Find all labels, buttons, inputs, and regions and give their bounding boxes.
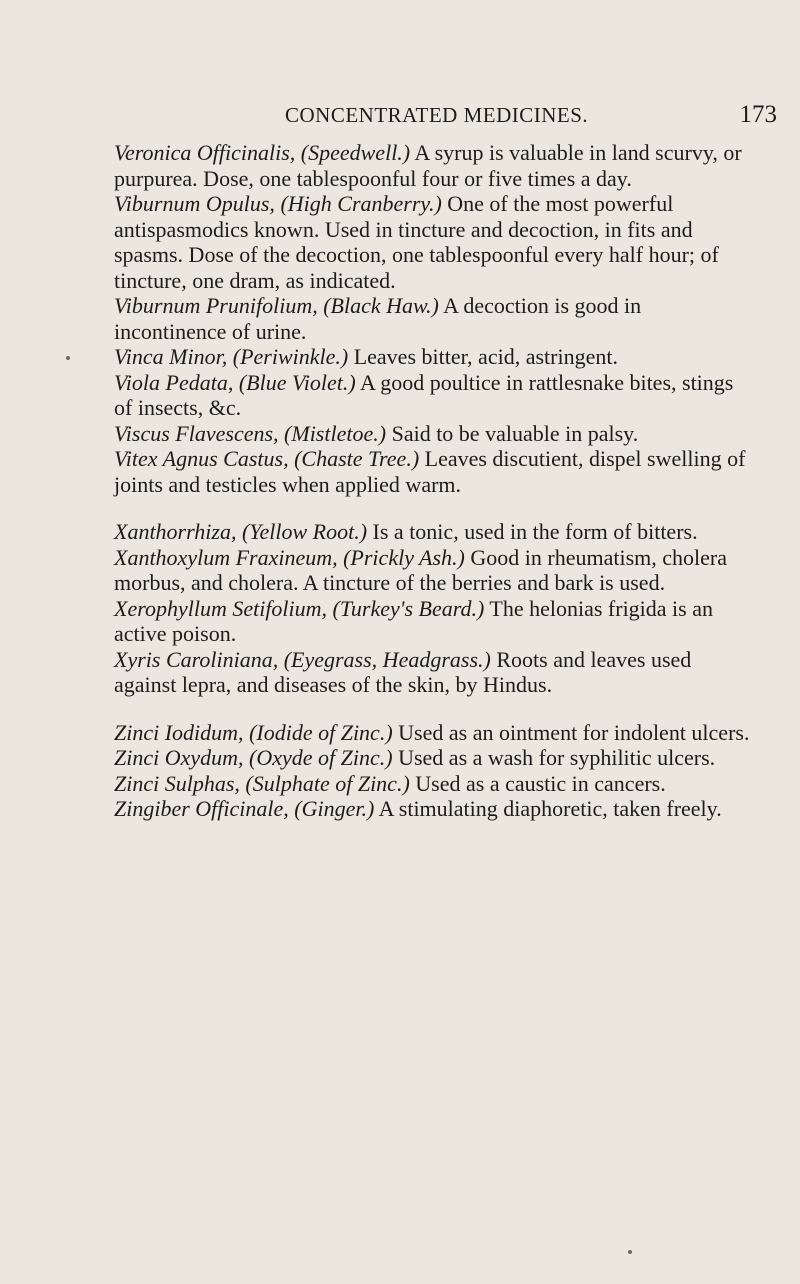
entry-text: Is a tonic, used in the form of bitters.	[367, 519, 698, 544]
entry-xanthoxylum	[114, 545, 754, 596]
common-name: (High Cranberry.)	[280, 191, 442, 216]
entry-xanthorrhiza	[114, 519, 754, 545]
entry-text: Used as a caustic in cancers.	[409, 770, 666, 796]
page-number: 173	[739, 101, 777, 128]
common-name: (Periwinkle.)	[232, 344, 349, 369]
latin-name: Vinca Minor,	[114, 344, 228, 369]
entry-vitex	[114, 446, 754, 497]
entry-viburnum-opulus	[114, 191, 754, 293]
latin-name: Zinci Sulphas,	[114, 770, 240, 796]
common-name: (Speedwell.)	[300, 140, 411, 165]
latin-name: Viola Pedata,	[114, 369, 234, 395]
entry-text: A good poultice in rattlesnake bites, stings of insects, &c.	[114, 369, 734, 420]
common-name: (Oxyde of Zinc.)	[249, 745, 393, 770]
entry-group-z	[114, 720, 754, 822]
entry-zinci-iodidum	[114, 720, 754, 746]
common-name: (Black Haw.)	[323, 293, 439, 318]
latin-name: Viburnum Opulus,	[114, 191, 275, 216]
latin-name: Veronica Officinalis,	[114, 140, 296, 165]
entry-zinci-sulphas	[114, 771, 754, 797]
entry-text: Leaves bitter, acid, astringent.	[348, 344, 618, 369]
common-name: (Prickly Ash.)	[343, 544, 465, 570]
latin-name: Xyris Caroliniana,	[114, 646, 279, 672]
entry-viburnum-prunifolium	[114, 293, 754, 344]
latin-name: Xanthoxylum Fraxineum,	[114, 544, 338, 570]
common-name: (Eyegrass, Headgrass.)	[283, 646, 491, 672]
latin-name: Viscus Flavescens,	[114, 420, 279, 446]
section-gap	[114, 698, 754, 720]
entry-text: The helonias frigida is an active poison.	[114, 595, 713, 646]
entry-zingiber	[114, 796, 754, 822]
common-name: (Chaste Tree.)	[294, 446, 420, 471]
latin-name: Xerophyllum Setifolium,	[114, 595, 328, 621]
print-speck	[66, 356, 70, 360]
common-name: (Yellow Root.)	[241, 519, 368, 544]
print-speck	[628, 1250, 632, 1254]
entry-text: Used as a wash for syphilitic ulcers.	[392, 745, 716, 770]
entry-text: Said to be valuable in palsy.	[386, 420, 639, 446]
entry-zinci-oxydum	[114, 745, 754, 771]
entry-veronica	[114, 140, 754, 191]
entry-text: Roots and leaves used against lepra, and diseases of the skin, by Hindus.	[114, 646, 692, 697]
latin-name: Xanthorrhiza,	[114, 519, 237, 544]
entry-xyris	[114, 647, 754, 698]
entry-viola	[114, 370, 754, 421]
latin-name: Zingiber Officinale,	[114, 796, 289, 821]
entry-xerophyllum	[114, 596, 754, 647]
entry-vinca	[114, 344, 754, 370]
page-body	[114, 140, 754, 822]
common-name: (Ginger.)	[294, 796, 375, 821]
latin-name: Zinci Oxydum,	[114, 745, 244, 770]
common-name: (Mistletoe.)	[284, 420, 387, 446]
entry-text: Leaves discutient, dispel swelling of joints and testicles when applied warm.	[114, 446, 746, 497]
entry-text: A stimulating diaphoretic, taken freely.	[374, 796, 722, 821]
latin-name: Zinci Iodidum,	[114, 719, 244, 745]
latin-name: Viburnum Prunifolium,	[114, 293, 318, 318]
entry-group-x	[114, 519, 754, 698]
common-name: (Sulphate of Zinc.)	[245, 770, 410, 796]
running-head	[250, 103, 800, 133]
entry-text: A decoction is good in incontinence of urine.	[114, 293, 642, 344]
common-name: (Iodide of Zinc.)	[249, 719, 393, 745]
entry-text: Good in rheumatism, cholera morbus, and cholera. A tincture of the berries and bark is used.	[114, 544, 727, 595]
common-name: (Blue Violet.)	[238, 369, 356, 395]
entry-group-v	[114, 140, 754, 497]
section-gap	[114, 497, 754, 519]
entry-text: A syrup is valuable in land scurvy, or purpurea. Dose, one tablespoonful four or five times a day.	[114, 140, 742, 191]
entry-text: Used as an ointment for indolent ulcers.	[392, 719, 750, 745]
common-name: (Turkey's Beard.)	[332, 595, 485, 621]
entry-text: One of the most powerful antispasmodics known. Used in tincture and decoction, in fits and spasms. Dose of the decoction, one tablespoonful every half hour; of tincture, one dram, as indicated.	[114, 191, 719, 293]
entry-viscus	[114, 421, 754, 447]
running-head-title: CONCENTRATED MEDICINES.	[285, 103, 589, 127]
latin-name: Vitex Agnus Castus,	[114, 446, 289, 471]
